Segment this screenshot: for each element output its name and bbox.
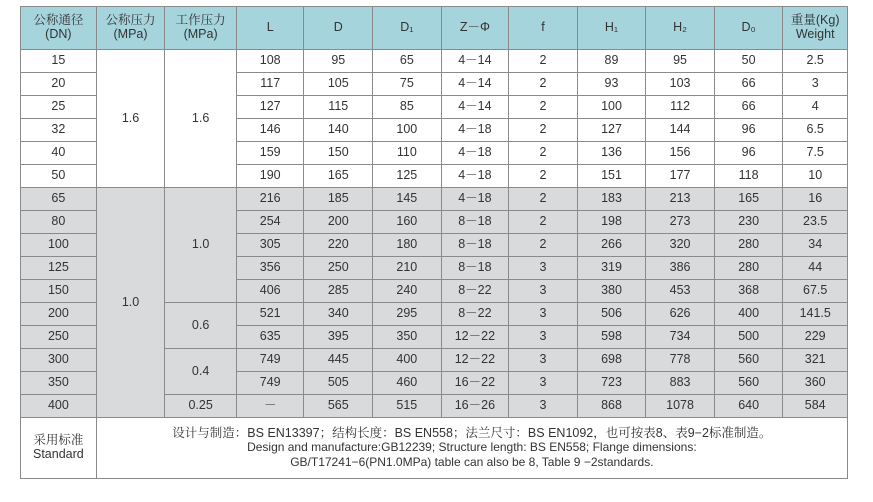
value-cell-d: 185 xyxy=(304,188,373,211)
value-cell-l: 749 xyxy=(236,372,304,395)
value-cell-d0: 66 xyxy=(714,73,783,96)
nominal-pressure-cell: 1.6 xyxy=(96,50,165,188)
column-header xyxy=(21,7,97,50)
value-cell-h2: 883 xyxy=(646,372,715,395)
value-cell-w: 23.5 xyxy=(783,211,848,234)
value-cell-d0: 280 xyxy=(714,257,783,280)
value-cell-d0: 118 xyxy=(714,165,783,188)
working-pressure-cell: 0.6 xyxy=(165,303,237,349)
value-cell-h1: 723 xyxy=(577,372,646,395)
value-cell-h2: 778 xyxy=(646,349,715,372)
working-pressure-cell: 0.4 xyxy=(165,349,237,395)
value-cell-h2: 386 xyxy=(646,257,715,280)
standard-label xyxy=(21,418,97,479)
value-cell-z: 8－18 xyxy=(441,234,509,257)
value-cell-h2: 156 xyxy=(646,142,715,165)
value-cell-z: 4－18 xyxy=(441,119,509,142)
value-cell-l: 216 xyxy=(236,188,304,211)
value-cell-f: 2 xyxy=(509,142,578,165)
value-cell-h1: 868 xyxy=(577,395,646,418)
value-cell-l: 190 xyxy=(236,165,304,188)
value-cell-d0: 230 xyxy=(714,211,783,234)
dn-cell: 300 xyxy=(21,349,97,372)
value-cell-w: 321 xyxy=(783,349,848,372)
value-cell-l: 305 xyxy=(236,234,304,257)
value-cell-z: 8－22 xyxy=(441,303,509,326)
dn-cell: 50 xyxy=(21,165,97,188)
value-cell-z: 8－18 xyxy=(441,257,509,280)
value-cell-f: 2 xyxy=(509,211,578,234)
value-cell-h2: 734 xyxy=(646,326,715,349)
value-cell-w: 34 xyxy=(783,234,848,257)
column-header xyxy=(165,7,237,50)
value-cell-h2: 320 xyxy=(646,234,715,257)
value-cell-w: 4 xyxy=(783,96,848,119)
value-cell-d1: 400 xyxy=(373,349,442,372)
value-cell-z: 4－18 xyxy=(441,165,509,188)
value-cell-d: 105 xyxy=(304,73,373,96)
value-cell-h2: 112 xyxy=(646,96,715,119)
value-cell-h1: 100 xyxy=(577,96,646,119)
value-cell-d0: 400 xyxy=(714,303,783,326)
value-cell-h2: 626 xyxy=(646,303,715,326)
value-cell-l: 159 xyxy=(236,142,304,165)
value-cell-d1: 65 xyxy=(373,50,442,73)
value-cell-z: 16－22 xyxy=(441,372,509,395)
table-row xyxy=(21,50,848,73)
value-cell-w: 10 xyxy=(783,165,848,188)
value-cell-l: 749 xyxy=(236,349,304,372)
value-cell-h1: 198 xyxy=(577,211,646,234)
value-cell-w: 360 xyxy=(783,372,848,395)
column-header xyxy=(441,7,509,50)
spec-table-container xyxy=(20,6,848,479)
value-cell-h1: 319 xyxy=(577,257,646,280)
value-cell-w: 7.5 xyxy=(783,142,848,165)
dn-cell: 15 xyxy=(21,50,97,73)
value-cell-z: 12－22 xyxy=(441,326,509,349)
value-cell-w: 229 xyxy=(783,326,848,349)
value-cell-h1: 127 xyxy=(577,119,646,142)
value-cell-d1: 85 xyxy=(373,96,442,119)
value-cell-d1: 240 xyxy=(373,280,442,303)
value-cell-z: 4－14 xyxy=(441,96,509,119)
value-cell-d1: 460 xyxy=(373,372,442,395)
column-header-line1: 公称压力 xyxy=(105,13,156,28)
value-cell-h1: 89 xyxy=(577,50,646,73)
value-cell-d0: 500 xyxy=(714,326,783,349)
value-cell-l: 406 xyxy=(236,280,304,303)
column-header xyxy=(236,7,304,50)
column-header-line2: (MPa) xyxy=(113,27,148,41)
column-header xyxy=(304,7,373,50)
value-cell-d1: 110 xyxy=(373,142,442,165)
value-cell-d1: 100 xyxy=(373,119,442,142)
value-cell-z: 4－18 xyxy=(441,142,509,165)
standard-label-cn: 采用标准 xyxy=(33,433,84,448)
column-header xyxy=(714,7,783,50)
value-cell-h1: 136 xyxy=(577,142,646,165)
value-cell-f: 3 xyxy=(509,303,578,326)
value-cell-h2: 177 xyxy=(646,165,715,188)
column-header xyxy=(783,7,848,50)
value-cell-h2: 103 xyxy=(646,73,715,96)
column-header-line1: Z－Φ xyxy=(459,20,490,35)
dn-cell: 100 xyxy=(21,234,97,257)
working-pressure-cell: 1.6 xyxy=(165,50,237,188)
nominal-pressure-cell: 1.0 xyxy=(96,188,165,418)
dn-cell: 25 xyxy=(21,96,97,119)
value-cell-f: 3 xyxy=(509,257,578,280)
dn-cell: 125 xyxy=(21,257,97,280)
column-header-line1: D₁ xyxy=(400,20,414,35)
value-cell-h2: 213 xyxy=(646,188,715,211)
value-cell-l: 635 xyxy=(236,326,304,349)
value-cell-h1: 151 xyxy=(577,165,646,188)
value-cell-l: 146 xyxy=(236,119,304,142)
value-cell-l: － xyxy=(236,395,304,418)
value-cell-d1: 180 xyxy=(373,234,442,257)
value-cell-d1: 515 xyxy=(373,395,442,418)
value-cell-h1: 266 xyxy=(577,234,646,257)
working-pressure-cell: 0.25 xyxy=(165,395,237,418)
value-cell-z: 4－14 xyxy=(441,50,509,73)
column-header-line1: L xyxy=(266,20,274,35)
dn-cell: 32 xyxy=(21,119,97,142)
value-cell-h2: 95 xyxy=(646,50,715,73)
value-cell-f: 2 xyxy=(509,188,578,211)
column-header-line2: (DN) xyxy=(45,27,72,41)
value-cell-l: 521 xyxy=(236,303,304,326)
value-cell-z: 8－18 xyxy=(441,211,509,234)
value-cell-d0: 66 xyxy=(714,96,783,119)
valve-spec-table xyxy=(20,6,848,479)
value-cell-h2: 144 xyxy=(646,119,715,142)
value-cell-h1: 380 xyxy=(577,280,646,303)
value-cell-z: 4－18 xyxy=(441,188,509,211)
value-cell-w: 67.5 xyxy=(783,280,848,303)
value-cell-d1: 125 xyxy=(373,165,442,188)
column-header-line1: D₀ xyxy=(741,20,756,35)
column-header xyxy=(509,7,578,50)
column-header-line1: D xyxy=(333,20,343,35)
value-cell-d0: 560 xyxy=(714,372,783,395)
standard-label-en: Standard xyxy=(33,447,84,461)
standard-note-en-line2: GB/T17241−6(PN1.0MPa) table can also be 8, Table 9 −2standards. xyxy=(290,454,654,469)
value-cell-d0: 560 xyxy=(714,349,783,372)
column-header-line1: 公称通径 xyxy=(33,13,84,28)
table-body xyxy=(21,50,848,479)
value-cell-h1: 183 xyxy=(577,188,646,211)
column-header xyxy=(577,7,646,50)
working-pressure-cell: 1.0 xyxy=(165,188,237,303)
value-cell-l: 108 xyxy=(236,50,304,73)
dn-cell: 80 xyxy=(21,211,97,234)
value-cell-f: 3 xyxy=(509,372,578,395)
value-cell-d: 165 xyxy=(304,165,373,188)
value-cell-d: 445 xyxy=(304,349,373,372)
dn-cell: 400 xyxy=(21,395,97,418)
value-cell-d1: 210 xyxy=(373,257,442,280)
value-cell-f: 3 xyxy=(509,349,578,372)
value-cell-d: 140 xyxy=(304,119,373,142)
value-cell-l: 117 xyxy=(236,73,304,96)
value-cell-f: 2 xyxy=(509,234,578,257)
value-cell-z: 12－22 xyxy=(441,349,509,372)
dn-cell: 20 xyxy=(21,73,97,96)
column-header xyxy=(373,7,442,50)
value-cell-d0: 96 xyxy=(714,142,783,165)
column-header-line1: H₂ xyxy=(673,20,687,35)
column-header-line1: H₁ xyxy=(604,20,619,35)
value-cell-f: 2 xyxy=(509,96,578,119)
value-cell-f: 2 xyxy=(509,50,578,73)
value-cell-l: 356 xyxy=(236,257,304,280)
value-cell-d: 250 xyxy=(304,257,373,280)
column-header xyxy=(96,7,165,50)
value-cell-d1: 160 xyxy=(373,211,442,234)
value-cell-d: 285 xyxy=(304,280,373,303)
value-cell-z: 16－26 xyxy=(441,395,509,418)
value-cell-d: 200 xyxy=(304,211,373,234)
value-cell-h1: 698 xyxy=(577,349,646,372)
value-cell-w: 3 xyxy=(783,73,848,96)
standard-note xyxy=(96,418,847,479)
value-cell-d: 115 xyxy=(304,96,373,119)
value-cell-d0: 96 xyxy=(714,119,783,142)
table-row xyxy=(21,188,848,211)
value-cell-w: 2.5 xyxy=(783,50,848,73)
value-cell-d: 565 xyxy=(304,395,373,418)
value-cell-d: 340 xyxy=(304,303,373,326)
value-cell-l: 254 xyxy=(236,211,304,234)
value-cell-f: 2 xyxy=(509,119,578,142)
dn-cell: 65 xyxy=(21,188,97,211)
dn-cell: 350 xyxy=(21,372,97,395)
value-cell-d1: 295 xyxy=(373,303,442,326)
column-header-line2: Weight xyxy=(795,27,835,41)
value-cell-h1: 598 xyxy=(577,326,646,349)
value-cell-f: 3 xyxy=(509,326,578,349)
value-cell-h2: 453 xyxy=(646,280,715,303)
standard-note-cn: 设计与制造：BS EN13397；结构长度：BS EN558；法兰尺寸：BS EN1092，也可按表8、表9−2标准制造。 xyxy=(172,425,772,440)
value-cell-h2: 273 xyxy=(646,211,715,234)
header-row xyxy=(21,7,848,50)
standard-note-en-line1: Design and manufacture:GB12239; Structure length: BS EN558; Flange dimensions: xyxy=(247,440,697,455)
value-cell-h1: 506 xyxy=(577,303,646,326)
column-header xyxy=(646,7,715,50)
value-cell-l: 127 xyxy=(236,96,304,119)
value-cell-w: 584 xyxy=(783,395,848,418)
value-cell-f: 2 xyxy=(509,165,578,188)
column-header-line1: f xyxy=(541,20,545,35)
dn-cell: 40 xyxy=(21,142,97,165)
column-header-line1: 工作压力 xyxy=(175,13,226,28)
dn-cell: 250 xyxy=(21,326,97,349)
value-cell-f: 3 xyxy=(509,280,578,303)
value-cell-w: 16 xyxy=(783,188,848,211)
value-cell-d: 395 xyxy=(304,326,373,349)
value-cell-w: 141.5 xyxy=(783,303,848,326)
value-cell-d: 150 xyxy=(304,142,373,165)
value-cell-h1: 93 xyxy=(577,73,646,96)
column-header-line1: 重量(Kg) xyxy=(790,13,840,28)
dn-cell: 150 xyxy=(21,280,97,303)
column-header-line2: (MPa) xyxy=(183,27,218,41)
value-cell-d0: 280 xyxy=(714,234,783,257)
value-cell-d: 95 xyxy=(304,50,373,73)
value-cell-f: 2 xyxy=(509,73,578,96)
value-cell-d: 505 xyxy=(304,372,373,395)
value-cell-w: 6.5 xyxy=(783,119,848,142)
value-cell-d1: 350 xyxy=(373,326,442,349)
value-cell-d0: 50 xyxy=(714,50,783,73)
standard-row xyxy=(21,418,848,479)
value-cell-z: 8－22 xyxy=(441,280,509,303)
value-cell-w: 44 xyxy=(783,257,848,280)
value-cell-z: 4－14 xyxy=(441,73,509,96)
value-cell-d: 220 xyxy=(304,234,373,257)
value-cell-d1: 75 xyxy=(373,73,442,96)
value-cell-d1: 145 xyxy=(373,188,442,211)
value-cell-d0: 640 xyxy=(714,395,783,418)
value-cell-f: 3 xyxy=(509,395,578,418)
value-cell-d0: 368 xyxy=(714,280,783,303)
value-cell-h2: 1078 xyxy=(646,395,715,418)
dn-cell: 200 xyxy=(21,303,97,326)
value-cell-d0: 165 xyxy=(714,188,783,211)
